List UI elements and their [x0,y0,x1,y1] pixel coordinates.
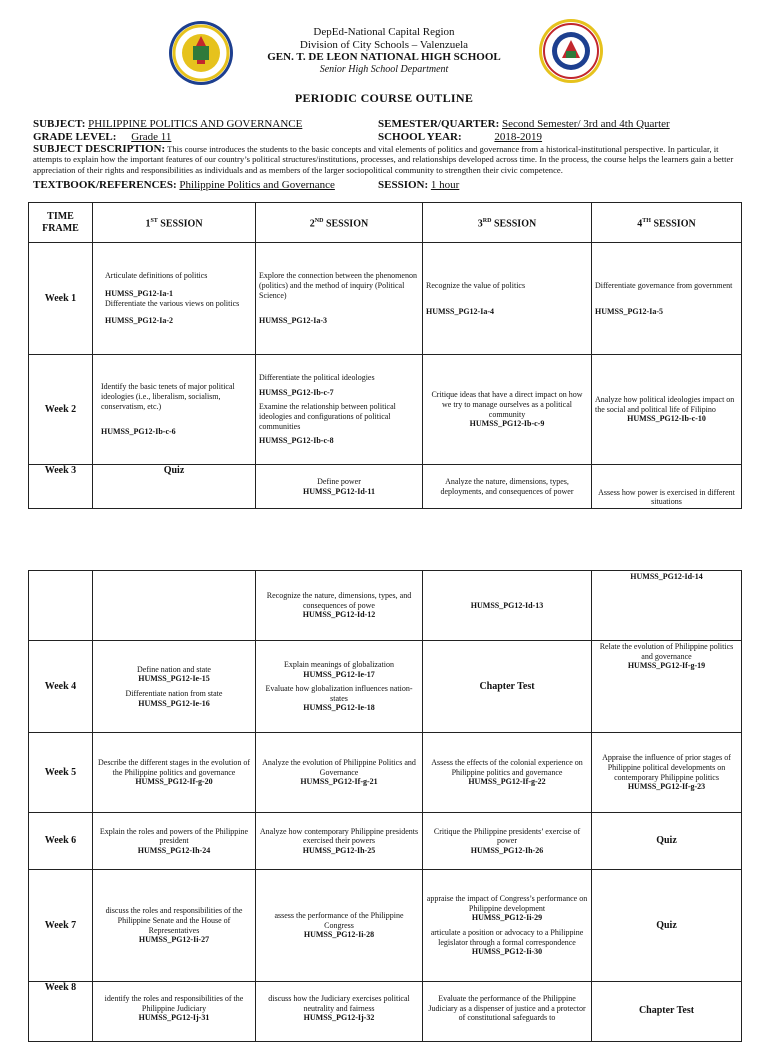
table-cell [256,870,423,982]
competency-text: Differentiate governance from government [595,280,733,290]
semester-label: SEMESTER/QUARTER: [378,118,500,130]
competency-text: Articulate definitions of politics [105,271,208,281]
table-cell [93,870,256,982]
session-row [378,179,459,191]
table-cell [423,243,592,355]
competency-text: Describe the different stages in the evolution of the Philippine politics and governance [97,758,251,777]
competency-text: Analyze the nature, dimensions, types, deployments, and consequences of power [440,476,574,496]
competency-text: Explain meanings of globalization [284,660,394,670]
grade-value: Grade 11 [131,131,172,143]
region-line: DepEd-National Capital Region [313,26,455,38]
competency-code: HUMSS_PG12-If-g-20 [135,777,213,787]
table-cell [256,355,423,465]
competency-code: HUMSS_PG12-Ia-2 [105,316,173,326]
course-outline-table-page1 [28,202,742,509]
table-cell [93,813,256,870]
chapter-test-label: Chapter Test [479,680,535,692]
competency-code: HUMSS_PG12-Ib-c-7 [259,387,334,397]
semester-value: Second Semester/ 3rd and 4th Quarter [502,118,670,130]
competency-code: HUMSS_PG12-If-g-22 [468,777,546,787]
quiz-label: Quiz [656,835,677,847]
table-cell [423,571,592,641]
semester-row [378,118,670,130]
competency-code: HUMSS_PG12-If-g-21 [300,777,378,787]
competency-code: HUMSS_PG12-Ie-16 [138,698,210,708]
competency-text: Recognize the nature, dimensions, types, and consequences of powe [266,591,412,610]
competency-code: HUMSS_PG12-If-g-23 [627,782,706,792]
table-row [29,465,742,509]
competency-code: HUMSS_PG12-Ib-c-8 [259,436,334,446]
competency-text: Analyze the evolution of Philippine Politics and Governance [262,758,416,777]
header-time-frame: TIME FRAME [29,203,93,243]
table-cell [423,465,592,509]
session-label: SESSION: [378,179,429,191]
week-label: Week 5 [29,733,93,813]
competency-code: HUMSS_PG12-Id-14 [630,572,703,581]
competency-code: HUMSS_PG12-Id-13 [470,600,544,610]
textbook-row [33,179,335,191]
competency-text: Define nation and state [137,664,211,674]
table-cell [93,641,256,733]
competency-code: HUMSS_PG12-Ie-15 [138,674,210,684]
competency-text: Assess the effects of the colonial experience on Philippine politics and governance [431,758,583,777]
session-value: 1 hour [430,179,460,191]
quiz-label: Quiz [656,919,677,931]
week-label: Week 6 [29,813,93,870]
competency-code: HUMSS_PG12-Ia-1 [105,288,173,298]
competency-text: Analyze how political ideologies impact on the social and political life of Filipino [595,395,735,414]
competency-code: HUMSS_PG12-Ih-25 [302,845,376,855]
subject-description [33,144,745,175]
week-label: Week 1 [29,243,93,355]
table-cell [592,465,742,509]
description-label: SUBJECT DESCRIPTION: [33,143,166,155]
table-cell [423,355,592,465]
school-year-label: SCHOOL YEAR: [378,131,462,143]
competency-text: Evaluate how globalization influences nation-states [265,684,413,703]
week-label: Week 2 [29,355,93,465]
table-cell [423,733,592,813]
header-session-1: 1ST SESSION [93,203,256,243]
competency-code: HUMSS_PG12-Ib-c-6 [101,427,176,437]
competency-text: Assess how power is exercised in different situations [598,487,735,507]
competency-text: assess the performance of the Philippine Congress [274,911,404,930]
competency-text: discuss the roles and responsibilities of the Philippine Senate and the House of Representatives [105,906,243,935]
week-label: Week 3 [29,465,93,509]
table-cell [592,571,742,641]
school-year-row [378,131,542,143]
header-session-4: 4TH SESSION [592,203,742,243]
table-cell [592,355,742,465]
table-cell [592,982,742,1042]
table-cell [256,243,423,355]
competency-code: HUMSS_PG12-Ii-30 [471,947,543,957]
table-row [29,982,742,1042]
table-cell [592,243,742,355]
competency-code: HUMSS_PG12-Ij-32 [303,1013,375,1023]
subject-value: PHILIPPINE POLITICS AND GOVERNANCE [88,118,303,130]
competency-code: HUMSS_PG12-Ie-18 [303,703,375,713]
table-cell [93,982,256,1042]
competency-text: Differentiate nation from state [125,689,223,698]
division-line: Division of City Schools – Valenzuela [299,39,469,51]
table-cell [423,641,592,733]
competency-text: Differentiate the political ideologies [259,373,375,383]
table-cell [93,465,256,509]
week-label: Week 7 [29,870,93,982]
subject-row [33,118,302,130]
description-text: This course introduces the students to the basic concepts and vital elements of politics and governance from a historical-institutional perspective. In particular, it attempts to explain how the important features of our country’s political structures/institutions, processes, and relationships developed across time. In the process, the course helps the learners gain a better appreciation of their rights and responsibilities as individuals and as members of the larger sociopolitical community to strengthen their civic competence. [33,144,734,175]
competency-code: HUMSS_PG12-If-g-19 [627,661,706,671]
table-cell [592,733,742,813]
competency-text: Appraise the influence of prior stages of Philippine political developments on contemporary Philippine politics [602,753,731,782]
table-cell [93,733,256,813]
competency-code: HUMSS_PG12-Ih-26 [470,845,544,855]
competency-text: Examine the relationship between political ideologies and configurations of political communities [259,402,396,431]
competency-code: HUMSS_PG12-Ii-29 [471,913,543,923]
table-cell [423,982,592,1042]
competency-text: Explore the connection between the phenomenon (politics) and the method of inquiry (Political Science) [259,271,417,300]
table-cell [256,641,423,733]
table-cell [423,870,592,982]
table-row [29,243,742,355]
competency-text: articulate a position or advocacy to a Philippine legislator through a formal correspondence [430,928,584,947]
competency-code: HUMSS_PG12-Ih-24 [137,845,211,855]
textbook-label: TEXTBOOK/REFERENCES: [33,179,177,191]
competency-text: Define power [317,476,361,486]
week-label: Week 8 [29,982,93,1042]
table-cell [256,813,423,870]
grade-row [33,131,171,143]
quiz-label: Quiz [163,465,185,476]
table-cell [29,571,93,641]
table-row [29,641,742,733]
table-cell [256,733,423,813]
school-name: GEN. T. DE LEON NATIONAL HIGH SCHOOL [267,51,501,63]
page-title: PERIODIC COURSE OUTLINE [294,91,474,105]
week-label: Week 4 [29,641,93,733]
competency-code: HUMSS_PG12-Ia-5 [595,306,663,316]
table-row [29,870,742,982]
competency-text: identify the roles and responsibilities of the Philippine Judiciary [104,994,244,1013]
table-cell [256,465,423,509]
department-name: Senior High School Department [319,64,449,75]
table-row [29,571,742,641]
grade-label: GRADE LEVEL: [33,131,117,143]
table-cell [592,641,742,733]
textbook-value: Philippine Politics and Governance [179,179,335,191]
competency-code: HUMSS_PG12-Id-12 [302,610,376,620]
course-outline-table-page2 [28,570,742,1042]
competency-text: appraise the impact of Congress’s performance on Philippine development [426,894,588,913]
competency-code: HUMSS_PG12-Id-11 [302,486,375,496]
table-cell [93,355,256,465]
competency-code: HUMSS_PG12-Ia-4 [426,306,494,316]
competency-code: HUMSS_PG12-Ib-c-10 [627,414,706,424]
header-session-2: 2ND SESSION [256,203,423,243]
competency-text: Identify the basic tenets of major political ideologies (i.e., liberalism, socialism, conservatism, etc.) [101,382,235,411]
competency-text: Evaluate the performance of the Philippine Judiciary as a dispenser of justice and a protector of constitutional safeguards to [428,994,586,1023]
competency-code: HUMSS_PG12-Ij-31 [138,1013,210,1023]
table-cell [423,813,592,870]
header-session-3: 3RD SESSION [423,203,592,243]
competency-code: HUMSS_PG12-Ii-28 [303,930,375,940]
school-year-value: 2018-2019 [494,131,543,143]
competency-text: Critique the Philippine presidents’ exercise of power [433,826,581,846]
competency-code: HUMSS_PG12-Ii-27 [138,935,210,945]
competency-text: Relate the evolution of Philippine politics and governance [599,642,734,661]
competency-code: HUMSS_PG12-Ib-c-9 [469,419,545,429]
table-cell [256,982,423,1042]
table-row [29,813,742,870]
table-cell [592,813,742,870]
table-header-row [29,203,742,243]
competency-code: HUMSS_PG12-Ia-3 [259,316,327,326]
chapter-test-label: Chapter Test [638,1005,695,1016]
table-cell [256,571,423,641]
competency-text: Recognize the value of politics [426,280,526,290]
competency-text: discuss how the Judiciary exercises political neutrality and fairness [268,994,410,1013]
competency-text: Differentiate the various views on politics [105,298,240,308]
table-row [29,733,742,813]
competency-text: Analyze how contemporary Philippine presidents exercised their powers [259,826,419,846]
table-row [29,355,742,465]
table-cell [592,870,742,982]
competency-text: Explain the roles and powers of the Philippine president [99,826,249,846]
competency-code: HUMSS_PG12-Ie-17 [303,669,375,679]
table-cell [93,243,256,355]
table-cell [93,571,256,641]
subject-label: SUBJECT: [33,118,86,130]
competency-text: Critique ideas that have a direct impact on how we try to manage ourselves as a political community [431,390,583,419]
